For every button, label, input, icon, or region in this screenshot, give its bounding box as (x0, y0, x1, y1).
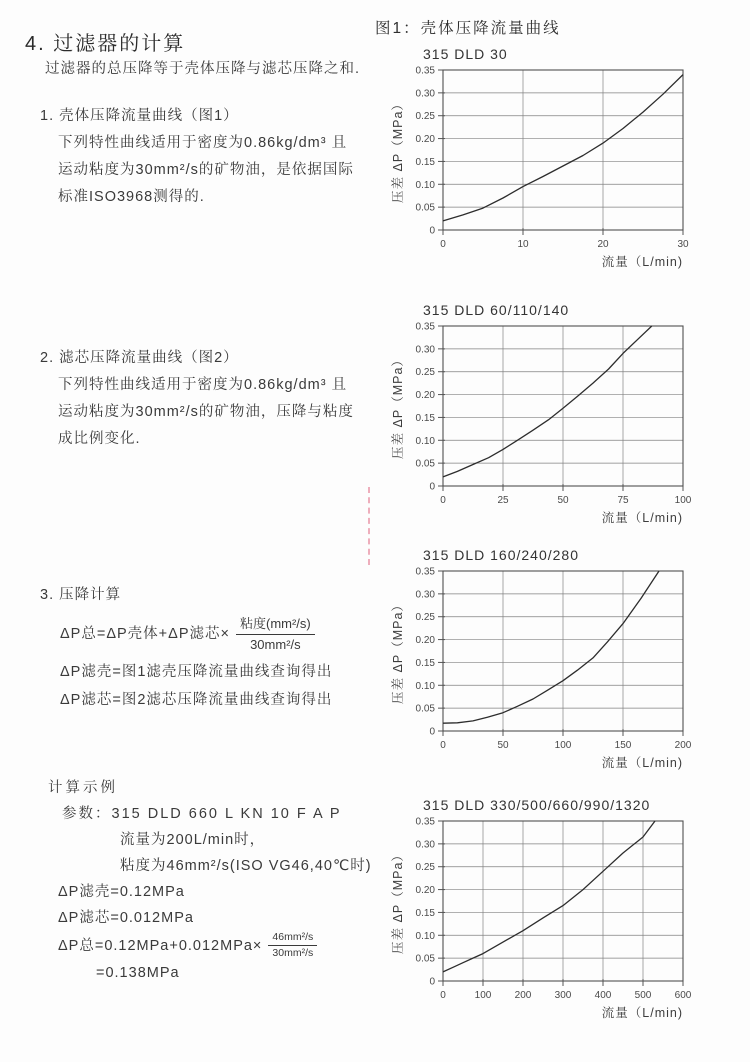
formula-fraction (236, 615, 315, 654)
example-fraction (268, 931, 317, 960)
pressure-flow-chart (388, 64, 742, 270)
svg-text:0.20: 0.20 (415, 885, 435, 897)
svg-text:150: 150 (614, 740, 632, 751)
svg-text:0.30: 0.30 (415, 589, 435, 601)
svg-text:0.30: 0.30 (415, 344, 435, 356)
section-element-curve (40, 345, 354, 453)
svg-text:流量（L/min): 流量（L/min) (601, 756, 683, 770)
example-total-lhs: ΔP总=0.12MPa+0.012MPa× (58, 937, 263, 954)
svg-text:流量（L/min): 流量（L/min) (601, 255, 683, 269)
svg-text:流量（L/min): 流量（L/min) (601, 511, 683, 525)
section-heading: 2. 滤芯压降流量曲线（图2） (40, 350, 239, 366)
svg-text:0: 0 (429, 481, 435, 493)
pressure-flow-chart (388, 815, 742, 1021)
svg-text:0.15: 0.15 (415, 907, 435, 919)
svg-text:50: 50 (557, 495, 569, 506)
svg-text:100: 100 (474, 990, 492, 1001)
svg-text:压差 ΔP（MPa）: 压差 ΔP（MPa） (391, 353, 405, 459)
svg-text:600: 600 (674, 990, 692, 1001)
page-title: 4. 过滤器的计算 (25, 33, 186, 56)
svg-text:0: 0 (440, 239, 446, 250)
svg-text:0.10: 0.10 (415, 930, 435, 942)
svg-text:0.35: 0.35 (415, 321, 435, 333)
section-pressure-calc (40, 582, 332, 714)
figure-header: 图1：壳体压降流量曲线 (375, 20, 561, 37)
chart-title: 315 DLD 60/110/140 (423, 302, 570, 318)
svg-text:压差 ΔP（MPa）: 压差 ΔP（MPa） (391, 598, 405, 704)
svg-text:50: 50 (497, 740, 509, 751)
svg-text:0.35: 0.35 (415, 566, 435, 578)
fraction-denominator: 30mm²/s (272, 947, 314, 959)
total-pressure-formula (60, 615, 332, 654)
svg-text:0: 0 (440, 990, 446, 1001)
example-result: =0.138MPa (96, 965, 180, 981)
svg-text:10: 10 (517, 239, 529, 250)
svg-text:75: 75 (617, 495, 629, 506)
svg-text:0.20: 0.20 (415, 390, 435, 402)
chart-title: 315 DLD 30 (423, 46, 508, 62)
example-heading: 计算示例 (48, 780, 118, 796)
section-text-line: 运动粘度为30mm²/s的矿物油，是依据国际 (58, 162, 354, 178)
svg-text:0.10: 0.10 (415, 179, 435, 191)
fraction-numerator: 46mm²/s (268, 931, 317, 946)
svg-text:0.15: 0.15 (415, 657, 435, 669)
svg-text:500: 500 (634, 990, 652, 1001)
svg-text:25: 25 (497, 495, 509, 506)
svg-text:0.10: 0.10 (415, 680, 435, 692)
example-flow: 流量为200L/min时， (120, 832, 266, 848)
chart-315-dld-30 (388, 46, 742, 275)
chart-315-dld-330-1320 (388, 797, 742, 1026)
svg-text:20: 20 (597, 239, 609, 250)
svg-text:0: 0 (429, 225, 435, 237)
svg-text:300: 300 (554, 990, 572, 1001)
note-element: ΔP滤芯=图2滤芯压降流量曲线查询得出 (60, 692, 333, 708)
pressure-flow-chart (388, 320, 742, 526)
svg-text:0: 0 (440, 495, 446, 506)
example-dp-housing: ΔP滤壳=0.12MPa (58, 884, 185, 900)
chart-title: 315 DLD 330/500/660/990/1320 (423, 797, 651, 813)
svg-text:0.35: 0.35 (415, 816, 435, 828)
svg-text:100: 100 (674, 495, 692, 506)
svg-text:0: 0 (429, 726, 435, 738)
example-parameters: 参数：315 DLD 660 L KN 10 F A P (62, 806, 342, 822)
formula-notes (60, 658, 332, 714)
example-dp-element: ΔP滤芯=0.012MPa (58, 910, 194, 926)
svg-text:0.15: 0.15 (415, 156, 435, 168)
section-text-line: 下列特性曲线适用于密度为0.86kg/dm³ 且 (58, 135, 348, 151)
svg-text:0.10: 0.10 (415, 435, 435, 447)
svg-text:0.25: 0.25 (415, 111, 435, 123)
svg-text:0: 0 (440, 740, 446, 751)
calculation-example (48, 775, 372, 986)
svg-text:压差 ΔP（MPa）: 压差 ΔP（MPa） (391, 848, 405, 954)
svg-text:0.20: 0.20 (415, 635, 435, 647)
svg-text:0.25: 0.25 (415, 612, 435, 624)
scan-artifact-line (368, 487, 370, 565)
svg-text:0.05: 0.05 (415, 703, 435, 715)
example-total-formula (58, 931, 372, 960)
svg-text:0.25: 0.25 (415, 862, 435, 874)
svg-text:0.05: 0.05 (415, 202, 435, 214)
svg-text:0.25: 0.25 (415, 367, 435, 379)
svg-text:0.05: 0.05 (415, 953, 435, 965)
section-text-line: 标准ISO3968测得的. (58, 189, 205, 205)
intro-paragraph: 过滤器的总压降等于壳体压降与滤芯压降之和. (45, 61, 361, 77)
svg-text:0.05: 0.05 (415, 458, 435, 470)
svg-text:30: 30 (677, 239, 689, 250)
svg-text:0: 0 (429, 976, 435, 988)
svg-text:200: 200 (674, 740, 692, 751)
chart-315-dld-160-240-280 (388, 547, 742, 776)
svg-text:压差 ΔP（MPa）: 压差 ΔP（MPa） (391, 97, 405, 203)
section-text-line: 下列特性曲线适用于密度为0.86kg/dm³ 且 (58, 377, 348, 393)
example-viscosity: 粘度为46mm²/s(ISO VG46,40℃时) (120, 858, 372, 874)
section-heading: 3. 压降计算 (40, 587, 122, 603)
fraction-denominator: 30mm²/s (250, 637, 301, 652)
chart-title: 315 DLD 160/240/280 (423, 547, 579, 563)
formula-lhs: ΔP总=ΔP壳体+ΔP滤芯× (60, 626, 230, 642)
section-housing-curve (40, 103, 354, 211)
note-housing: ΔP滤壳=图1滤壳压降流量曲线查询得出 (60, 664, 333, 680)
chart-315-dld-60-110-140 (388, 302, 742, 531)
svg-text:0.35: 0.35 (415, 65, 435, 77)
svg-text:0.30: 0.30 (415, 88, 435, 100)
svg-text:200: 200 (514, 990, 532, 1001)
svg-text:0.15: 0.15 (415, 412, 435, 424)
section-text-line: 运动粘度为30mm²/s的矿物油，压降与粘度 (58, 404, 354, 420)
fraction-numerator: 粘度(mm²/s) (236, 615, 315, 635)
svg-text:流量（L/min): 流量（L/min) (601, 1006, 683, 1020)
svg-text:0.30: 0.30 (415, 839, 435, 851)
section-text-line: 成比例变化. (58, 431, 141, 447)
svg-text:100: 100 (554, 740, 572, 751)
section-heading: 1. 壳体压降流量曲线（图1） (40, 108, 239, 124)
pressure-flow-chart (388, 565, 742, 771)
svg-text:0.20: 0.20 (415, 134, 435, 146)
svg-text:400: 400 (594, 990, 612, 1001)
